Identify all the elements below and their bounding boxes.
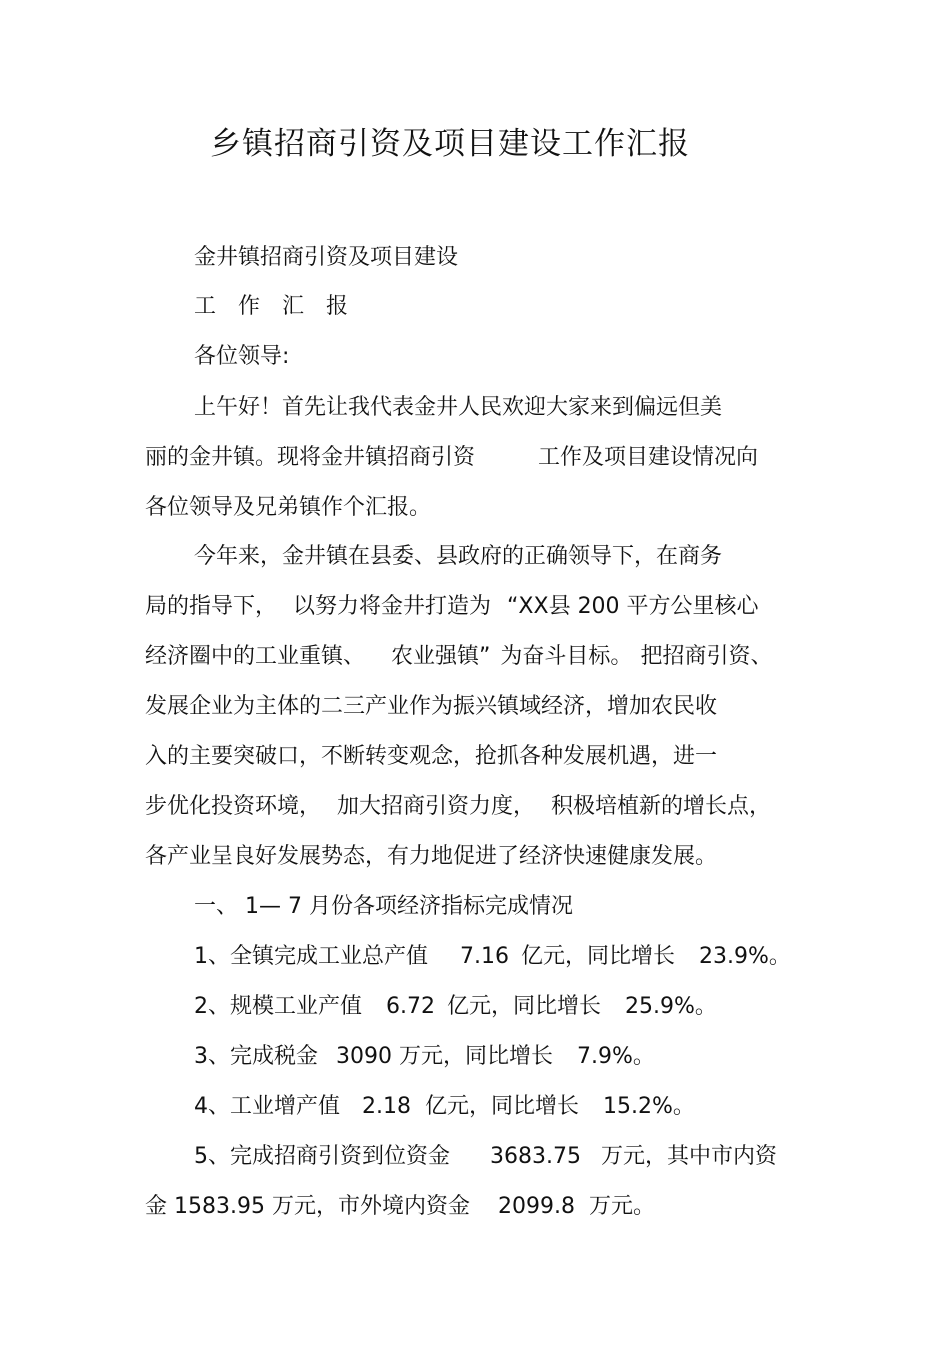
text-segment: 7.9%。 [576, 1044, 655, 1069]
text-segment: 4、工业增产值 [194, 1094, 340, 1119]
text-segment: 步优化投资环境， [145, 794, 322, 819]
text-segment: 6.72 [386, 994, 435, 1019]
paragraph-2-line-1: 今年来，金井镇在县委、县政府的正确领导下，在商务 [194, 544, 723, 569]
text-segment: 农业强镇” [391, 644, 491, 669]
text-segment: 工作及项目建设情况向 [538, 445, 759, 470]
paragraph-2-line-2 [145, 592, 759, 622]
indicator-item-4 [194, 1092, 695, 1122]
text-segment: 为奋斗目标。 [500, 644, 633, 669]
text-segment: 23.9%。 [699, 944, 791, 969]
text-segment: 3090 万元，同比增长 [336, 1044, 553, 1069]
text-segment: 1、全镇完成工业总产值 [194, 944, 428, 969]
text-segment: “XX县 200 平方公里核心 [507, 594, 759, 619]
text-segment: 局的指导下， [145, 594, 278, 619]
paragraph-1-line-2 [145, 443, 758, 473]
text-segment: 万元。 [588, 1194, 655, 1219]
indicator-item-3 [194, 1042, 655, 1072]
text-segment: 25.9%。 [625, 994, 717, 1019]
text-segment: 3683.75 [490, 1144, 581, 1169]
text-segment: 2.18 [362, 1094, 411, 1119]
heading-line-1: 金井镇招商引资及项目建设 [194, 245, 459, 270]
paragraph-2-line-6 [145, 792, 771, 822]
text-segment: 经济圈中的工业重镇、 [145, 644, 366, 669]
paragraph-1-line-1: 上午好！首先让我代表金井人民欢迎大家来到偏远但美 [194, 395, 723, 420]
text-segment: 2、规模工业产值 [194, 994, 362, 1019]
text-segment: 积极培植新的增长点， [551, 794, 772, 819]
indicator-item-5 [194, 1142, 777, 1172]
text-segment: 万元，其中市内资 [600, 1144, 777, 1169]
text-segment: 3、完成税金 [194, 1044, 318, 1069]
text-segment: 把招商引资、 [640, 644, 773, 669]
text-segment: 7.16 [460, 944, 509, 969]
text-segment: 5、完成招商引资到位资金 [194, 1144, 450, 1169]
indicator-item-2 [194, 992, 717, 1022]
text-segment: 亿元，同比增长 [424, 1094, 579, 1119]
salutation: 各位领导: [194, 344, 290, 369]
paragraph-1-line-3: 各位领导及兄弟镇作个汇报。 [145, 495, 432, 520]
text-segment: 加大招商引资力度， [337, 794, 536, 819]
text-segment: 亿元，同比增长 [446, 994, 601, 1019]
text-segment: 以努力将金井打造为 [293, 594, 492, 619]
indicator-item-1 [194, 942, 791, 972]
paragraph-2-line-5: 入的主要突破口，不断转变观念，抢抓各种发展机遇，进一 [145, 744, 718, 769]
paragraph-2-line-7: 各产业呈良好发展势态，有力地促进了经济快速健康发展。 [145, 844, 718, 869]
heading-line-2: 工作汇报 [194, 294, 371, 319]
document-title: 乡镇招商引资及项目建设工作汇报 [210, 126, 690, 162]
paragraph-2-line-3 [145, 642, 772, 672]
paragraph-2-line-4: 发展企业为主体的二三产业作为振兴镇域经济，增加农民收 [145, 694, 718, 719]
text-segment: 2099.8 [497, 1194, 575, 1219]
text-segment: 15.2%。 [603, 1094, 695, 1119]
text-segment: 亿元，同比增长 [520, 944, 675, 969]
indicator-item-5-continued [145, 1192, 655, 1222]
text-segment: 金 1583.95 万元，市外境内资金 [145, 1194, 470, 1219]
section-1-heading: 一、 1— 7 月份各项经济指标完成情况 [194, 894, 573, 919]
text-segment: 丽的金井镇。现将金井镇招商引资 [145, 445, 476, 470]
